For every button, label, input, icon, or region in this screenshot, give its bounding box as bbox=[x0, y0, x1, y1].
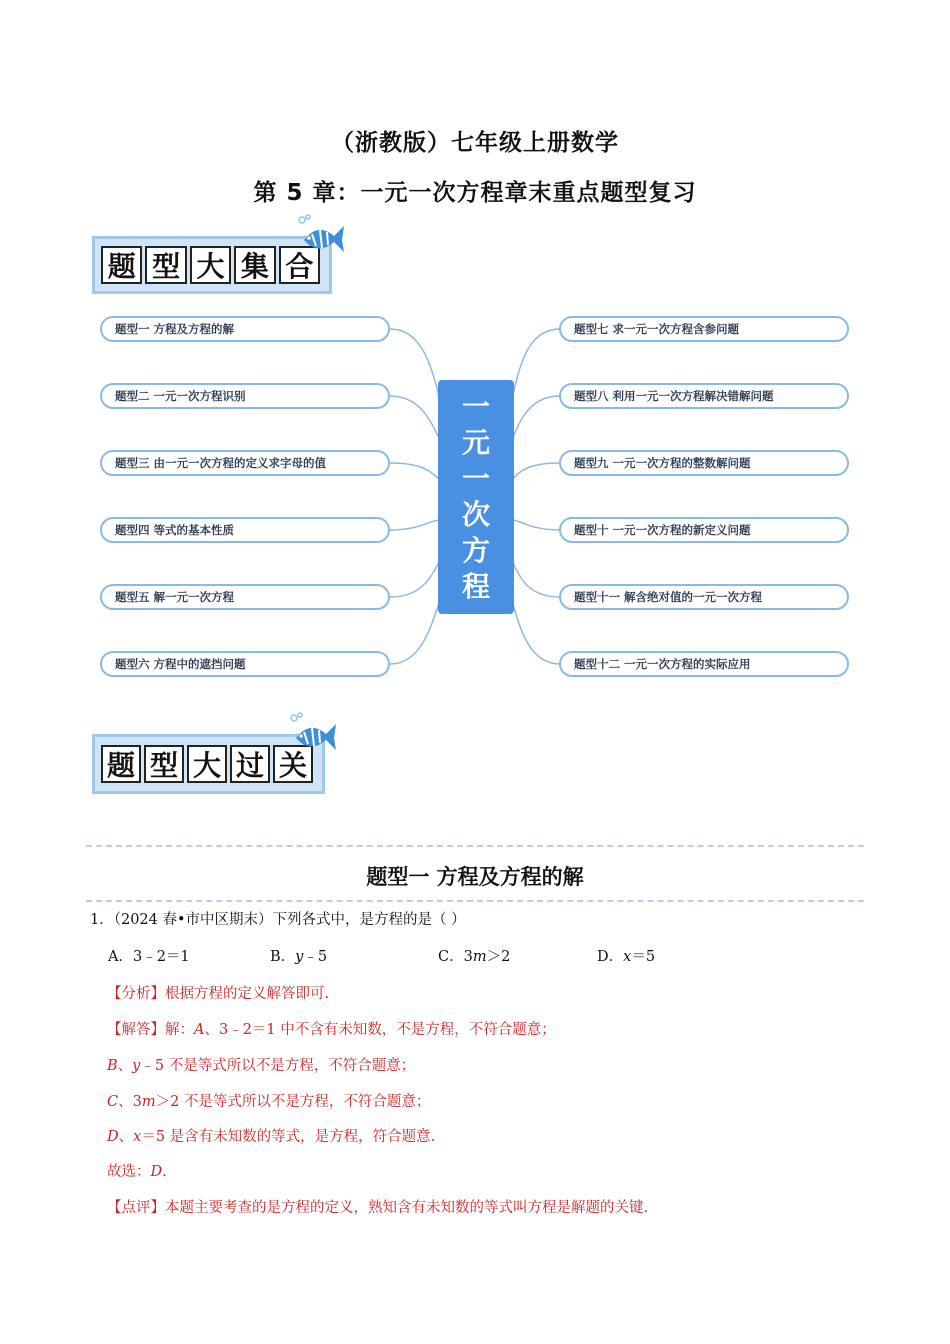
mindmap-topic-9: 题型九 一元一次方程的整数解问题 bbox=[559, 450, 849, 476]
mindmap-topic-3: 题型三 由一元一次方程的定义求字母的值 bbox=[100, 450, 390, 476]
banner-char: 题 bbox=[101, 246, 142, 284]
banner-char: 过 bbox=[230, 745, 270, 783]
banner-char: 大 bbox=[187, 745, 227, 783]
option-b: B．y﹣5 bbox=[270, 949, 328, 965]
mindmap-topic-1: 题型一 方程及方程的解 bbox=[100, 316, 390, 342]
chapter-title: 第 5 章：一元一次方程章末重点题型复习 bbox=[253, 180, 697, 206]
center-char: 程 bbox=[461, 570, 490, 603]
document-title: （浙教版）七年级上册数学 bbox=[331, 130, 619, 156]
comment-line: 【点评】本题主要考查的是方程的定义，熟知含有未知数的等式叫方程是解题的关键. bbox=[107, 1200, 649, 1216]
mindmap-topic-2: 题型二 一元一次方程识别 bbox=[100, 383, 390, 409]
center-char: 一 bbox=[461, 462, 490, 495]
banner-char: 集 bbox=[234, 246, 275, 284]
section-divider-bottom bbox=[86, 900, 864, 902]
banner-char: 关 bbox=[273, 745, 313, 783]
mindmap-topic-4: 题型四 等式的基本性质 bbox=[100, 517, 390, 543]
mindmap-topic-12: 题型十二 一元一次方程的实际应用 bbox=[559, 651, 849, 677]
banner-char: 型 bbox=[144, 745, 184, 783]
banner-char: 大 bbox=[190, 246, 231, 284]
question-stem: 1．（2024 春•市中区期末）下列各式中，是方程的是（ ） bbox=[90, 912, 466, 928]
analysis-line: 【分析】根据方程的定义解答即可. bbox=[107, 986, 330, 1002]
mindmap-topic-8: 题型八 利用一元一次方程解决错解问题 bbox=[559, 383, 849, 409]
center-char: 次 bbox=[461, 498, 490, 531]
banner-char: 题 bbox=[101, 745, 141, 783]
mindmap-topic-6: 题型六 方程中的遮挡问题 bbox=[100, 651, 390, 677]
center-char: 元 bbox=[461, 426, 490, 459]
banner-char: 型 bbox=[145, 246, 186, 284]
answer-line-b: B、y﹣5 不是等式所以不是方程，不符合题意； bbox=[107, 1058, 416, 1074]
answer-line-a: 【解答】解：A、3﹣2＝1 中不含有未知数，不是方程，不符合题意； bbox=[107, 1022, 556, 1038]
mindmap-topic-5: 题型五 解一元一次方程 bbox=[100, 584, 390, 610]
option-c: C．3m＞2 bbox=[438, 949, 511, 965]
section-title: 题型一 方程及方程的解 bbox=[366, 864, 584, 889]
section-divider-top bbox=[86, 845, 864, 847]
choice-line: 故选：D. bbox=[107, 1164, 167, 1180]
center-char: 方 bbox=[461, 534, 490, 567]
mindmap-center bbox=[438, 380, 514, 614]
answer-line-d: D、x＝5 是含有未知数的等式，是方程，符合题意. bbox=[107, 1129, 436, 1145]
mindmap-topic-10: 题型十 一元一次方程的新定义问题 bbox=[559, 517, 849, 543]
banner-char: 合 bbox=[279, 246, 320, 284]
answer-line-c: C、3m＞2 不是等式所以不是方程，不符合题意； bbox=[107, 1094, 431, 1110]
option-d: D．x＝5 bbox=[597, 949, 656, 965]
mindmap-topic-7: 题型七 求一元一次方程含参问题 bbox=[559, 316, 849, 342]
mindmap-topic-11: 题型十一 解含绝对值的一元一次方程 bbox=[559, 584, 849, 610]
fish-icon bbox=[288, 712, 338, 754]
center-char: 一 bbox=[461, 390, 490, 423]
option-a: A．3﹣2＝1 bbox=[108, 949, 190, 965]
